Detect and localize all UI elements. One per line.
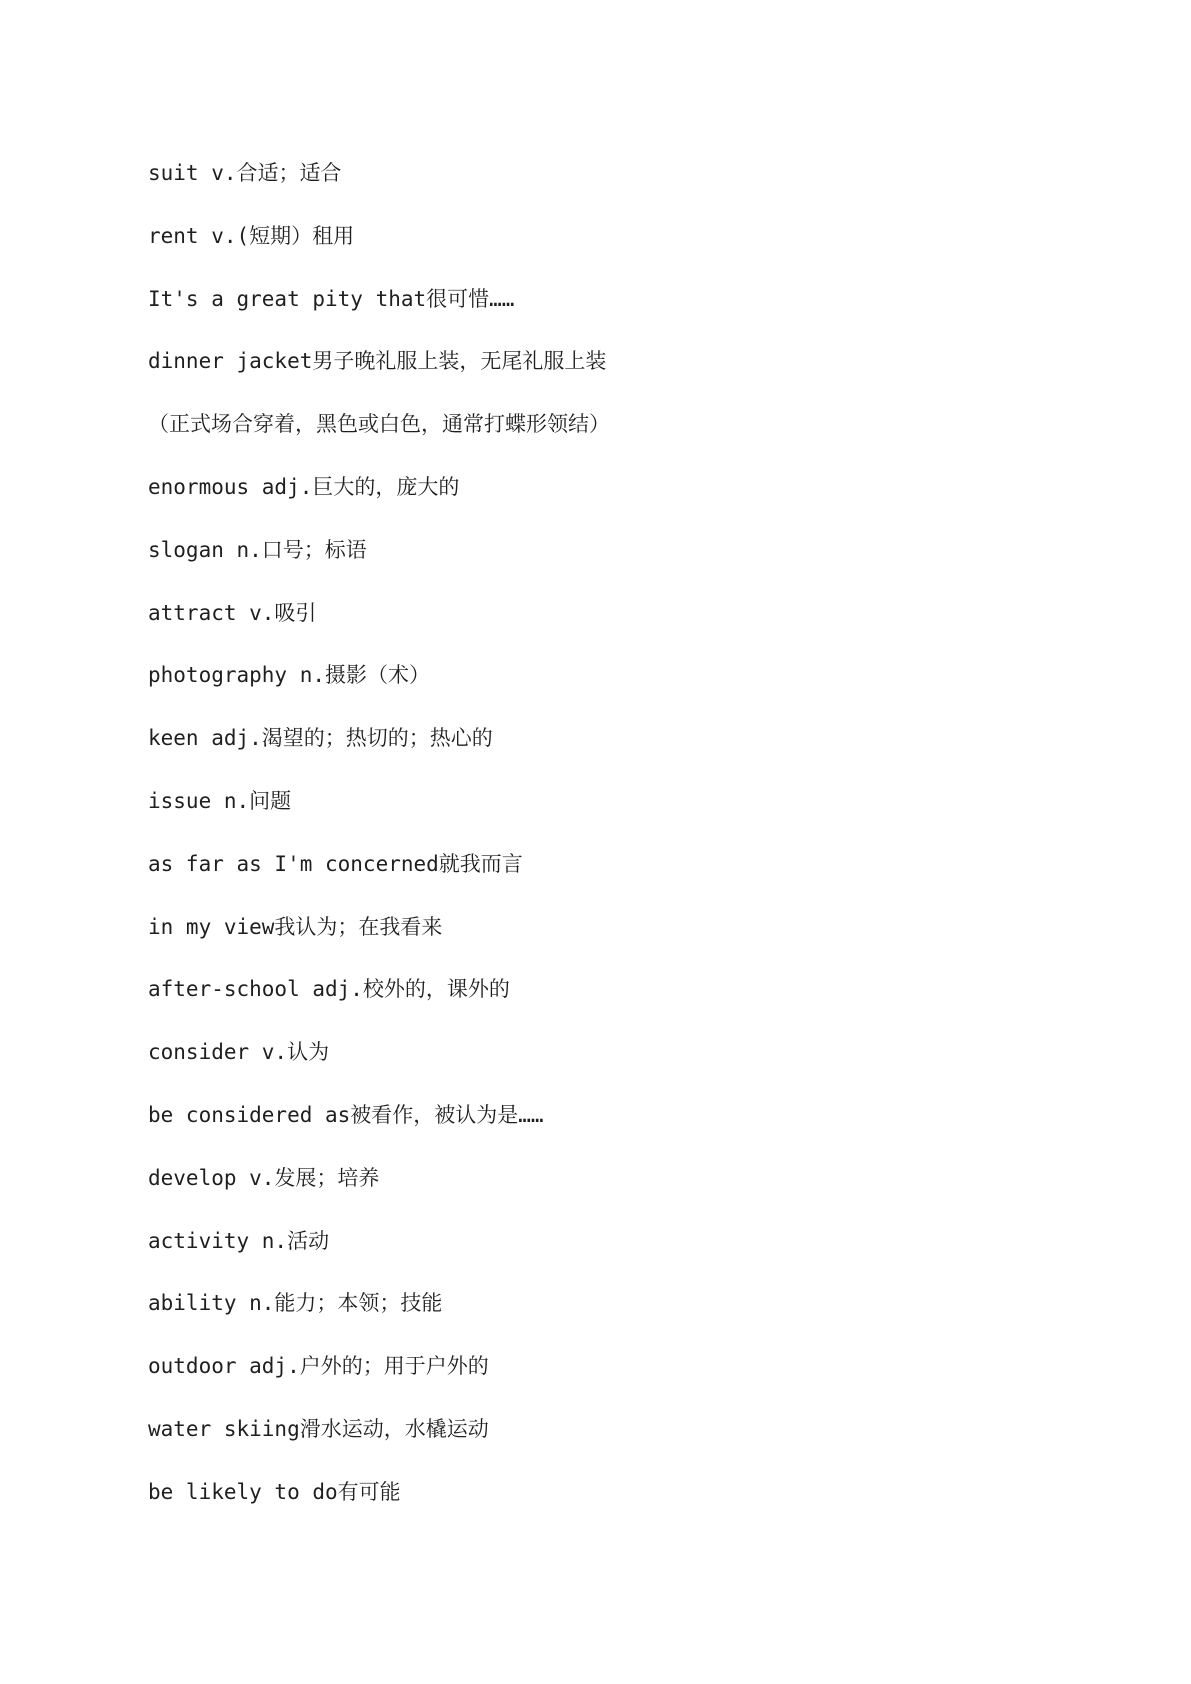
vocab-entry-ability: ability n.能力；本领；技能 — [148, 1291, 443, 1316]
vocab-entry-rent: rent v.(短期）租用 — [148, 223, 355, 248]
vocab-entry-enormous: enormous adj.巨大的，庞大的 — [148, 474, 460, 499]
vocab-entry-attract: attract v.吸引 — [148, 600, 317, 625]
vocab-entry-great-pity: It's a great pity that很可惜…… — [148, 286, 515, 311]
vocab-entry-suit: suit v.合适；适合 — [148, 161, 342, 185]
vocab-entry-water-skiing: water skiing滑水运动，水橇运动 — [148, 1416, 489, 1441]
vocab-entry-outdoor: outdoor adj.户外的；用于户外的 — [148, 1354, 489, 1379]
vocab-entry-dinner-jacket: dinner jacket男子晚礼服上装，无尾礼服上装 — [148, 349, 607, 374]
vocab-entry-after-school: after-school adj.校外的，课外的 — [148, 977, 510, 1002]
vocab-entry-keen: keen adj.渴望的；热切的；热心的 — [148, 726, 493, 751]
vocab-entry-dinner-jacket-note: （正式场合穿着，黑色或白色，通常打蝶形领结） — [148, 412, 610, 437]
vocab-entry-as-far-as: as far as I'm concerned就我而言 — [148, 851, 523, 876]
vocab-entry-activity: activity n.活动 — [148, 1228, 330, 1253]
vocab-entry-in-my-view: in my view我认为；在我看来 — [148, 914, 443, 939]
vocab-entry-slogan: slogan n.口号；标语 — [148, 537, 367, 562]
vocab-entry-consider: consider v.认为 — [148, 1040, 330, 1065]
vocab-entry-be-considered-as: be considered as被看作，被认为是…… — [148, 1102, 544, 1127]
vocabulary-list — [148, 155, 610, 1537]
vocab-entry-issue: issue n.问题 — [148, 788, 292, 813]
vocab-entry-develop: develop v.发展；培养 — [148, 1165, 380, 1190]
vocab-entry-be-likely-to-do: be likely to do有可能 — [148, 1479, 401, 1504]
vocab-entry-photography: photography n.摄影（术） — [148, 663, 431, 688]
